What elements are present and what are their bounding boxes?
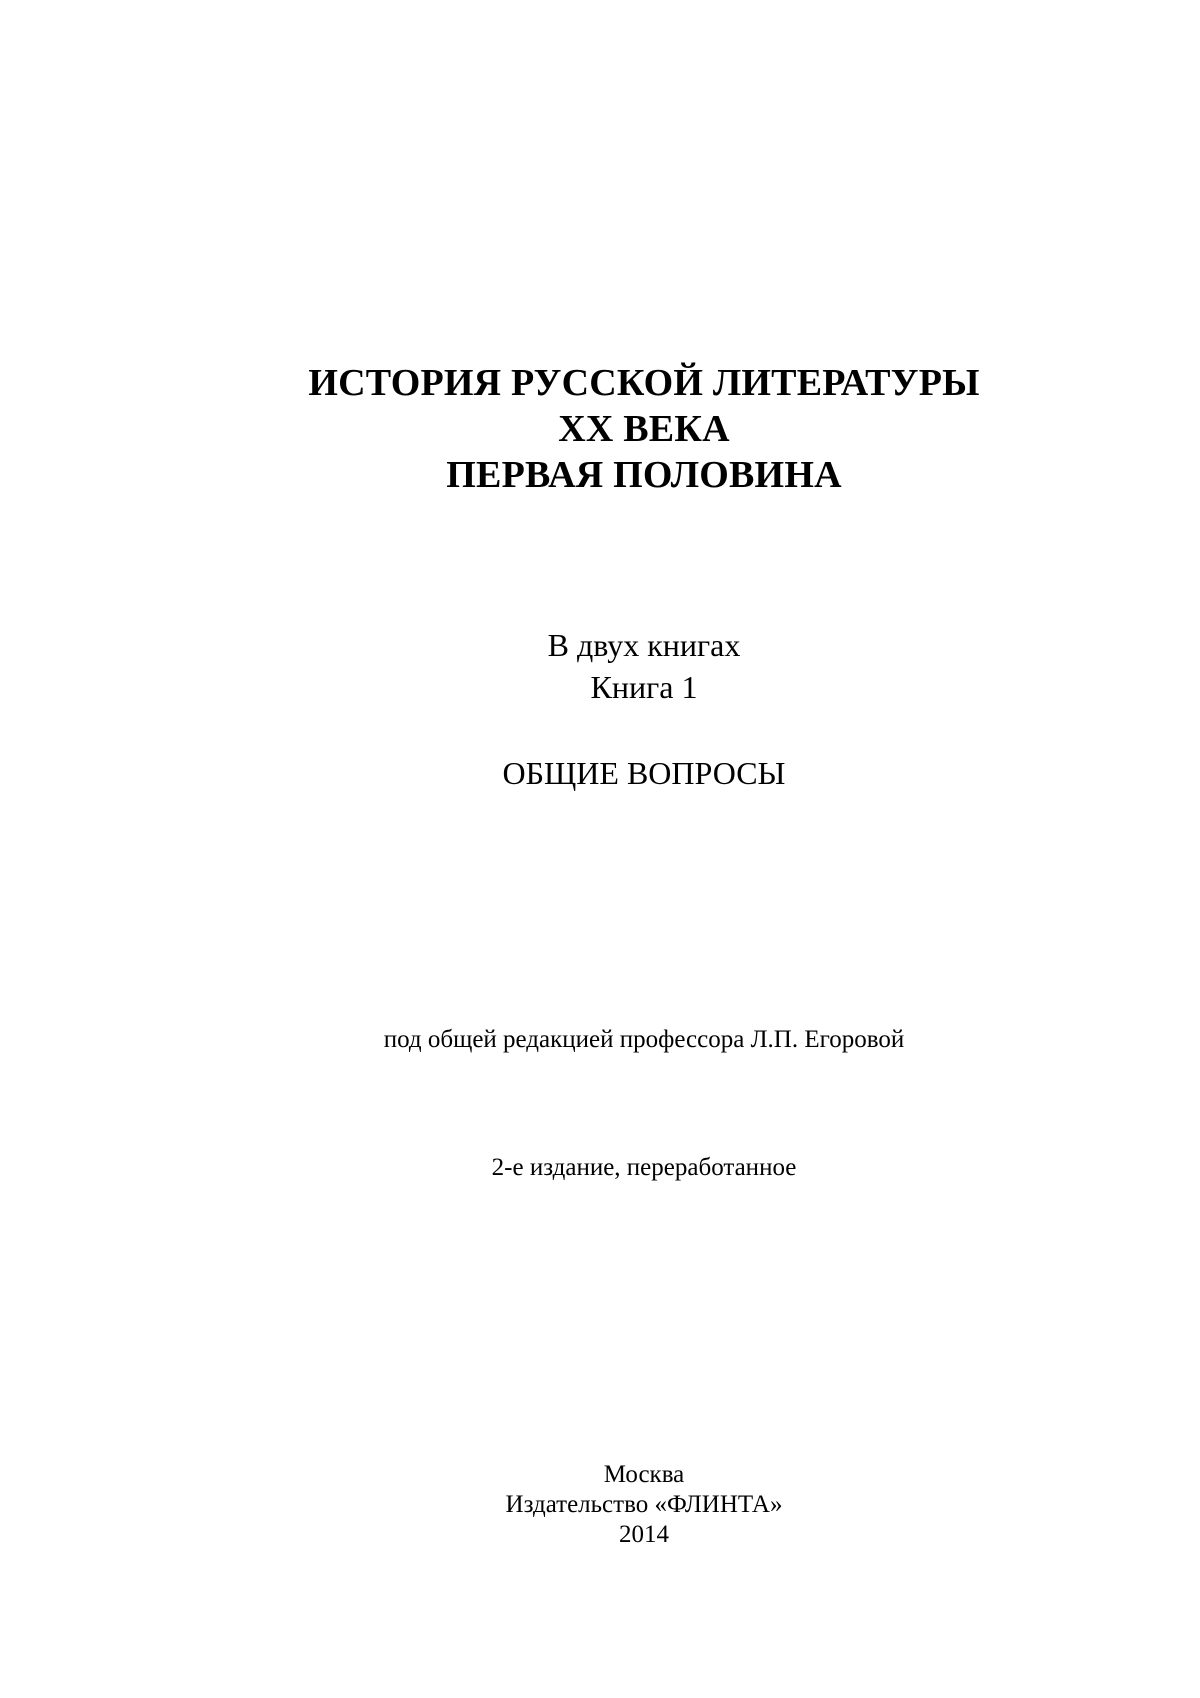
volume-series: В двух книгах — [547, 627, 741, 663]
editor-credit: под общей редакцией профессора Л.П. Егоровой — [383, 1026, 905, 1053]
title-line-1: ИСТОРИЯ РУССКОЙ ЛИТЕРАТУРЫ — [308, 362, 980, 404]
title-line-3: ПЕРВАЯ ПОЛОВИНА — [446, 454, 842, 496]
book-title — [0, 360, 1200, 498]
imprint-city: Москва — [603, 1461, 685, 1488]
volume-book: Книга 1 — [590, 669, 698, 705]
section-title: ОБЩИЕ ВОПРОСЫ — [502, 755, 786, 791]
imprint-year: 2014 — [619, 1521, 669, 1548]
volume-info — [0, 624, 1200, 708]
imprint — [0, 1460, 1200, 1550]
edition-note: 2-е издание, переработанное — [491, 1154, 797, 1181]
title-line-2: XX ВЕКА — [558, 408, 730, 450]
imprint-publisher: Издательство «ФЛИНТА» — [505, 1491, 783, 1518]
